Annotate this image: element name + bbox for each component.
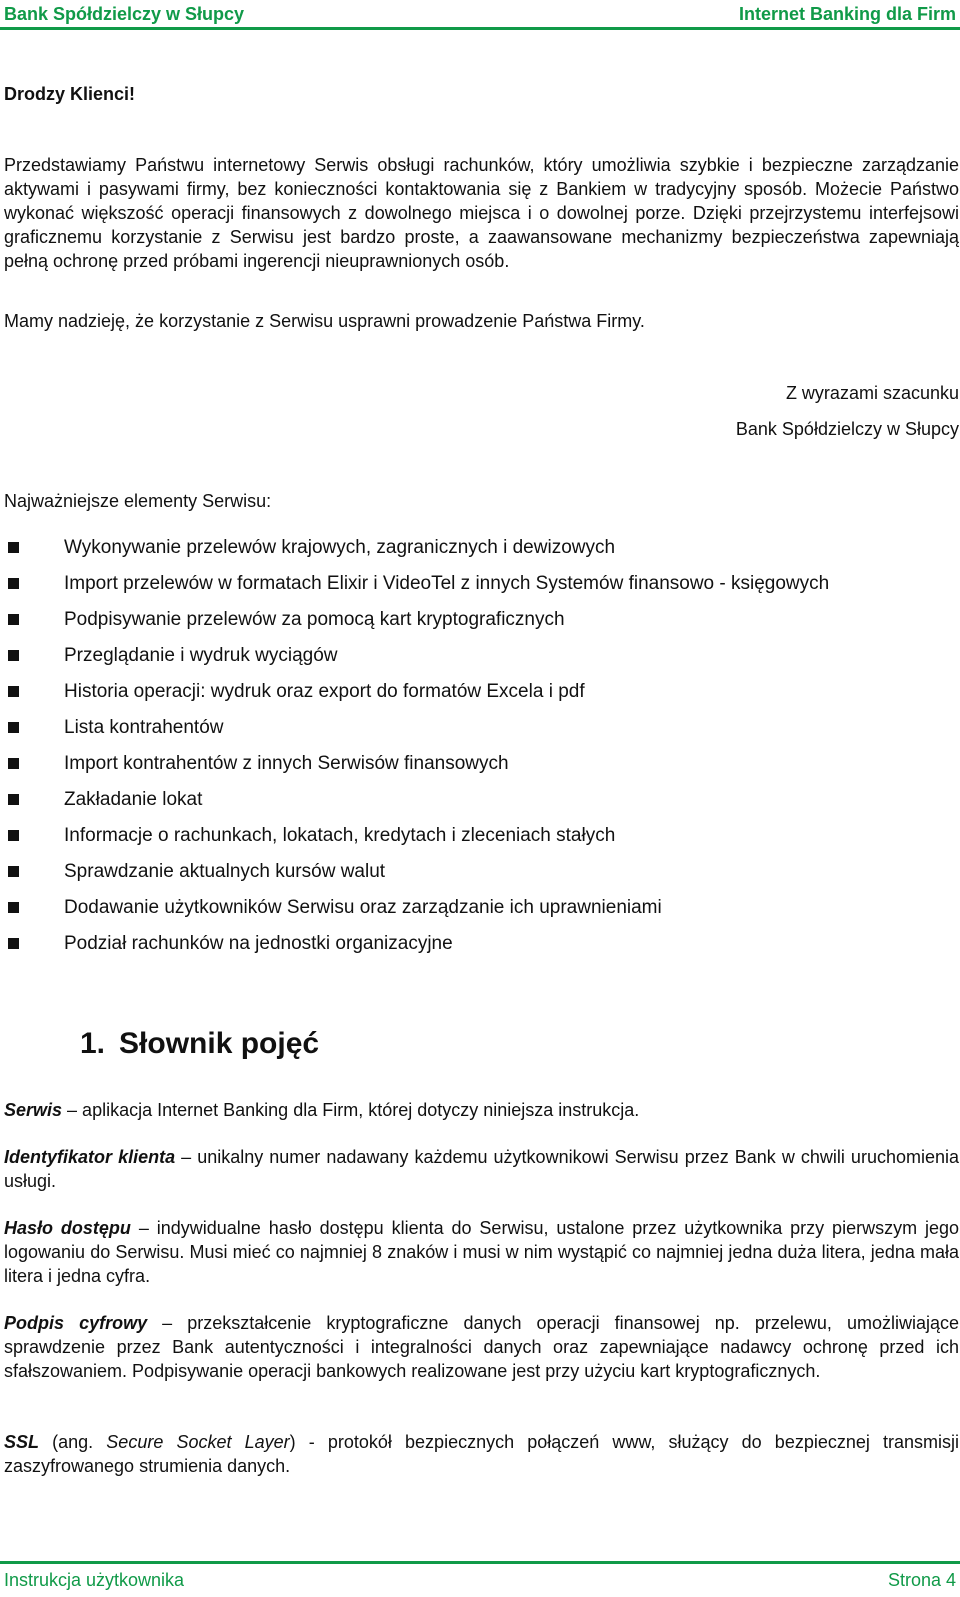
- section-number: 1.: [80, 1027, 106, 1060]
- list-item: Sprawdzanie aktualnych kursów walut: [0, 860, 960, 896]
- glossary-definition: – indywidualne hasło dostępu klienta do Serwisu, ustalone przez użytkownika przy pierwszym jego logowaniu do Serwisu. Musi mieć co najmniej 8 znaków i musi w nim wystąpić co najmniej jedna duża litera, jedna mała litera i jedna cyfra.: [4, 1218, 959, 1286]
- list-item: Informacje o rachunkach, lokatach, kredytach i zleceniach stałych: [0, 824, 960, 860]
- square-bullet-icon: [8, 902, 19, 913]
- glossary-term: Serwis: [4, 1100, 63, 1120]
- list-item: Podpisywanie przelewów za pomocą kart kryptograficznych: [0, 608, 960, 644]
- glossary-entry-identyfikator: [4, 1145, 959, 1193]
- glossary-entry-podpis: [4, 1311, 959, 1383]
- header-rule: [0, 27, 960, 30]
- header-bank-name: Bank Spółdzielczy w Słupcy: [4, 4, 245, 24]
- square-bullet-icon: [8, 830, 19, 841]
- section-title: Słownik pojęć: [119, 1027, 320, 1060]
- glossary-entry-ssl: [4, 1430, 959, 1478]
- square-bullet-icon: [8, 938, 19, 949]
- square-bullet-icon: [8, 542, 19, 553]
- square-bullet-icon: [8, 650, 19, 661]
- greeting: Drodzy Klienci!: [4, 84, 136, 104]
- list-item: Import przelewów w formatach Elixir i VideoTel z innych Systemów finansowo - księgowych: [0, 572, 960, 608]
- signature-bank: Bank Spółdzielczy w Słupcy: [735, 419, 959, 439]
- square-bullet-icon: [8, 614, 19, 625]
- footer-rule: [0, 1561, 960, 1564]
- features-list: [0, 536, 960, 968]
- features-heading: Najważniejsze elementy Serwisu:: [4, 491, 272, 511]
- header-product-name: Internet Banking dla Firm: [738, 4, 956, 24]
- section-heading: [80, 1024, 319, 1064]
- list-item: Import kontrahentów z innych Serwisów finansowych: [0, 752, 960, 788]
- square-bullet-icon: [8, 866, 19, 877]
- list-item: Historia operacji: wydruk oraz export do formatów Excela i pdf: [0, 680, 960, 716]
- glossary-definition: ) - protokół bezpiecznych połączeń www, służący do bezpiecznej transmisji zaszyfrowanego strumienia danych.: [4, 1432, 960, 1476]
- list-item: Dodawanie użytkowników Serwisu oraz zarządzanie ich uprawnieniami: [0, 896, 960, 932]
- glossary-term: Identyfikator klienta: [4, 1147, 176, 1167]
- glossary-term: Podpis cyfrowy: [4, 1313, 148, 1333]
- glossary-expansion: Secure Socket Layer: [106, 1432, 290, 1452]
- intro-paragraph: Przedstawiamy Państwu internetowy Serwis obsługi rachunków, który umożliwia szybkie i bezpieczne zarządzanie aktywami i pasywami firmy, bez konieczności kontaktowania się z Bankiem w tradycyjny sposób. Możecie Państwo wykonać większość operacji finansowych z dowolnego miejsca i o dowolnej porze. Dzięki przejrzystemu interfejsowi graficznemu korzystanie z Serwisu jest bardzo proste, a zaawansowane mechanizmy bezpieczeństwa zapewniają pełną ochronę przed próbami ingerencji nieuprawnionych osób.: [4, 155, 959, 271]
- signature-greeting: Z wyrazami szacunku: [785, 383, 959, 403]
- list-item: Lista kontrahentów: [0, 716, 960, 752]
- square-bullet-icon: [8, 794, 19, 805]
- glossary-term: Hasło dostępu: [4, 1218, 131, 1238]
- glossary-definition: – przekształcenie kryptograficzne danych operacji finansowej np. przelewu, umożliwiające sprawdzenie przez Bank autentyczności i integralności danych oraz zapewniające nadawcy ochronę przed ich sfałszowaniem. Podpisywanie operacji bankowych realizowane jest przy użyciu kart kryptograficznych.: [4, 1313, 959, 1381]
- page-number: Strona 4: [887, 1570, 956, 1590]
- glossary-entry-haslo: [4, 1216, 959, 1288]
- square-bullet-icon: [8, 758, 19, 769]
- list-item: Zakładanie lokat: [0, 788, 960, 824]
- glossary-entry-serwis: [4, 1098, 959, 1122]
- list-item: Podział rachunków na jednostki organizacyjne: [0, 932, 960, 968]
- list-item: Przeglądanie i wydruk wyciągów: [0, 644, 960, 680]
- glossary-pre: (ang.: [39, 1432, 107, 1452]
- list-item: Wykonywanie przelewów krajowych, zagranicznych i dewizowych: [0, 536, 960, 572]
- glossary-definition: – aplikacja Internet Banking dla Firm, której dotyczy niniejsza instrukcja.: [62, 1100, 640, 1120]
- intro-closing: Mamy nadzieję, że korzystanie z Serwisu usprawni prowadzenie Państwa Firmy.: [4, 311, 645, 331]
- footer-doc-title: Instrukcja użytkownika: [4, 1570, 185, 1590]
- glossary-definition: – unikalny numer nadawany każdemu użytkownikowi Serwisu przez Bank w chwili uruchomienia usługi.: [4, 1147, 959, 1191]
- square-bullet-icon: [8, 578, 19, 589]
- square-bullet-icon: [8, 722, 19, 733]
- glossary-term: SSL: [4, 1432, 40, 1452]
- square-bullet-icon: [8, 686, 19, 697]
